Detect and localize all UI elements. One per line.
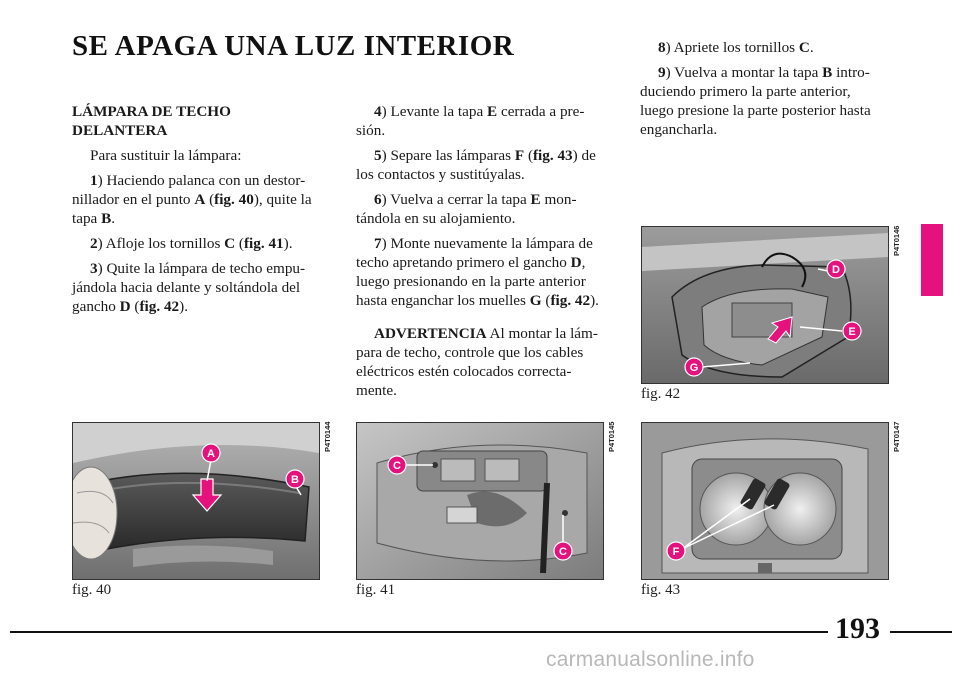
step-7: 7) Monte nuevamente la lámpara de techo apretando primero el gancho D, luego presionando en la parte anterior hasta enganchar los muelles G (fig. 42).	[356, 235, 599, 309]
figure-40-image	[72, 422, 320, 580]
step-3: 3) Quite la lámpara de techo empu-jándola hacia delante y soltándola del gancho D (fig. 42).	[72, 260, 306, 315]
step-9: 9) Vuelva a montar la tapa B intro-duciendo primero la parte anterior, luego presione la parte posterior hasta engancharla.	[640, 64, 871, 138]
fig43-code: P4T0147	[892, 421, 901, 452]
fig42-illustration	[642, 227, 888, 383]
intro-text: Para sustituir la lámpara:	[90, 147, 242, 164]
page-number: 193	[835, 612, 880, 645]
step-2: 2) Afloje los tornillos C (fig. 41).	[90, 235, 293, 252]
fig42-label-e: E	[848, 326, 856, 338]
fig43-caption: fig. 43	[641, 582, 681, 598]
fig41-label-c1: C	[393, 460, 401, 472]
text-column-3	[640, 38, 888, 145]
step-5: 5) Separe las lámparas F (fig. 43) de los contactos y sustitúyalas.	[356, 147, 596, 183]
step-6: 6) Vuelva a cerrar la tapa E mon-tándola en su alojamiento.	[356, 191, 577, 227]
text-column-1	[72, 102, 320, 322]
fig42-label-g: G	[689, 362, 699, 374]
fig41-caption: fig. 41	[356, 582, 396, 598]
warning-note: ADVERTENCIA Al montar la lám-para de techo, controle que los cables eléctricos estén colocados correcta-mente.	[356, 325, 598, 399]
step-1: 1) Haciendo palanca con un destor-nillador en el punto A (fig. 40), quite la tapa B.	[72, 172, 312, 227]
fig42-caption: fig. 42	[641, 386, 681, 402]
fig41-illustration	[357, 423, 603, 579]
fig43-illustration	[642, 423, 888, 579]
watermark: carmanualsonline.info	[546, 648, 755, 671]
fig41-label-c2: C	[559, 546, 567, 558]
fig40-label-a: A	[207, 448, 215, 460]
fig42-code: P4T0146	[892, 225, 901, 256]
fig40-illustration	[73, 423, 319, 579]
text-column-2	[356, 102, 604, 406]
fig41-code: P4T0145	[607, 421, 616, 452]
section-heading: LÁMPARA DE TECHO DELANTERA	[72, 103, 231, 139]
fig42-label-d: D	[832, 264, 840, 276]
figure-42-image	[641, 226, 889, 384]
figure-43-image	[641, 422, 889, 580]
figure-41-image	[356, 422, 604, 580]
section-tab-marker	[921, 224, 943, 296]
step-4: 4) Levante la tapa E cerrada a pre-sión.	[356, 103, 585, 139]
fig40-label-b: B	[291, 474, 299, 486]
footer-rule-right	[890, 631, 952, 633]
step-8: 8) Apriete los tornillos C.	[658, 39, 814, 56]
fig43-label-f: F	[672, 546, 680, 558]
fig40-caption: fig. 40	[72, 582, 112, 598]
footer-rule-left	[10, 631, 828, 633]
fig40-code: P4T0144	[323, 421, 332, 452]
page-title: SE APAGA UNA LUZ INTERIOR	[72, 30, 515, 62]
warning-label: ADVERTENCIA	[374, 325, 487, 342]
